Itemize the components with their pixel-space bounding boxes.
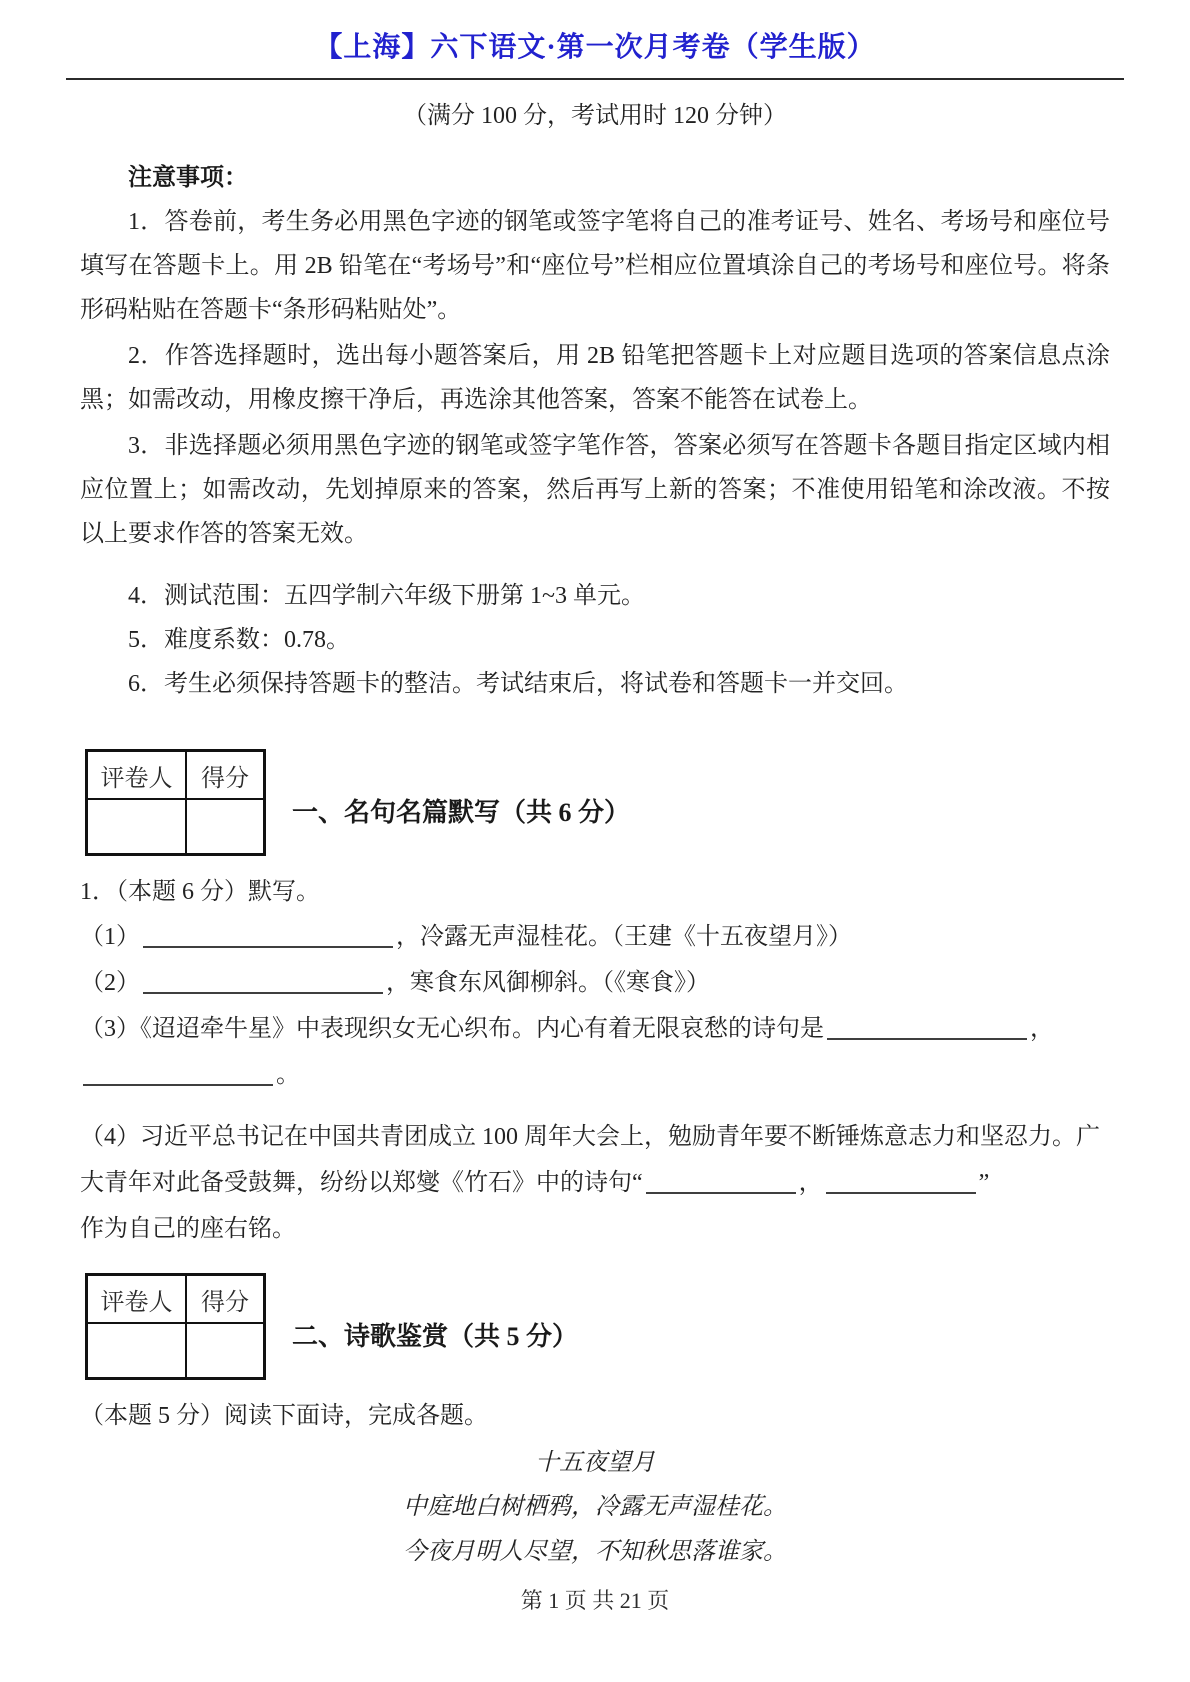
notice-item-4: 4．测试范围：五四学制六年级下册第 1~3 单元。 [128,583,645,609]
answer-blank [83,1060,273,1086]
question-text: （1） [80,924,140,950]
notice-heading: 注意事项： [128,165,248,191]
question-2-intro: （本题 5 分）阅读下面诗，完成各题。 [80,1403,488,1429]
answer-blank [826,1168,976,1194]
question-1-lines [80,914,1110,1252]
answer-blank [143,968,383,994]
exam-subtitle: （满分 100 分，考试用时 120 分钟） [403,103,787,129]
grader-table-1 [85,749,266,856]
grader-empty-cell [87,799,187,855]
section-2-title: 二、诗歌鉴赏（共 5 分） [292,1322,579,1351]
poem-title: 十五夜望月 [535,1450,655,1476]
notice-item-2: 2．作答选择题时，选出每小题答案后，用 2B 铅笔把答题卡上对应题目选项的答案信息点涂黑；如需改动，用橡皮擦干净后，再选涂其他答案，答案不能答在试卷上。 [80,343,1110,413]
question-line [80,1006,1110,1052]
poem-line-2: 今夜月明人尽望，不知秋思落谁家。 [403,1539,787,1565]
question-line [80,960,1110,1006]
question-text: （4）习近平总书记在中国共青团成立 100 周年大会上，勉励青年要不断锤炼意志力和坚忍力。广 [80,1124,1100,1150]
answer-blank [143,922,393,948]
question-text: ，冷露无声湿桂花。（王建《十五夜望月》） [396,924,852,950]
grader-header-cell: 评卷人 [87,1275,187,1324]
question-text: ， [798,1170,823,1196]
score-header-cell: 得分 [186,751,265,800]
answer-blank [827,1014,1027,1040]
notice-item-1: 1．答卷前，考生务必用黑色字迹的钢笔或签字笔将自己的准考证号、姓名、考场号和座位号填写在答题卡上。用 2B 铅笔在“考场号”和“座位号”栏相应位置填涂自己的考场号和座位号。将条形码粘贴在答题卡“条形码粘贴处”。 [80,209,1110,323]
question-line [80,1160,1110,1206]
question-line [80,1052,1110,1098]
question-text: （2） [80,970,140,996]
answer-blank [646,1168,796,1194]
grader-block-1 [80,749,1110,856]
question-text: 作为自己的座右铭。 [80,1216,296,1242]
score-header-cell: 得分 [186,1275,265,1324]
grader-header-cell: 评卷人 [87,751,187,800]
question-line [80,914,1110,960]
grader-block-2 [80,1273,1110,1380]
score-empty-cell [186,799,265,855]
page-title: 【上海】六下语文·第一次月考卷（学生版） [314,32,876,63]
section-1-title: 一、名句名篇默写（共 6 分） [292,798,631,827]
question-text: 。 [276,1062,300,1088]
grader-empty-cell [87,1323,187,1379]
notice-item-3: 3．非选择题必须用黑色字迹的钢笔或签字笔作答，答案必须写在答题卡各题目指定区域内相应位置上；如需改动，先划掉原来的答案，然后再写上新的答案；不准使用铅笔和涂改液。不按以上要求作答的答案无效。 [80,433,1110,547]
question-1-intro: 1．（本题 6 分）默写。 [80,879,320,905]
question-line [80,1114,1110,1160]
question-text: 大青年对此备受鼓舞，纷纷以郑燮《竹石》中的诗句“ [80,1170,643,1196]
grader-table-2 [85,1273,266,1380]
notice-item-6: 6．考生必须保持答题卡的整洁。考试结束后，将试卷和答题卡一并交回。 [128,671,908,697]
question-text: ， [1030,1016,1054,1042]
notice-item-5: 5．难度系数：0.78。 [128,627,350,653]
question-line [80,1206,1110,1252]
title-divider [66,78,1124,80]
question-text: （3）《迢迢牵牛星》中表现织女无心织布。内心有着无限哀愁的诗句是 [80,1016,824,1042]
page-footer: 第 1 页 共 21 页 [520,1588,670,1613]
score-empty-cell [186,1323,265,1379]
poem-line-1: 中庭地白树栖鸦，冷露无声湿桂花。 [403,1494,787,1520]
question-text: ，寒食东风御柳斜。（《寒食》） [386,970,710,996]
question-text: ” [978,1170,990,1196]
